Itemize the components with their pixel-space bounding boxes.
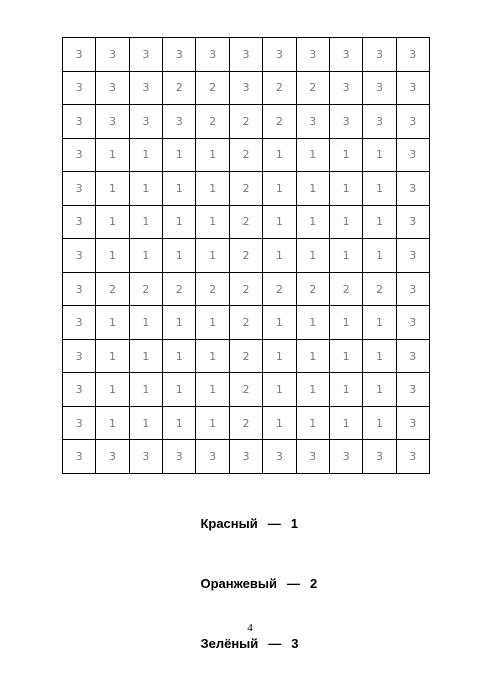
grid-cell: 3 <box>196 440 229 474</box>
grid-cell: 1 <box>196 373 229 407</box>
grid-cell: 2 <box>230 340 263 374</box>
grid-cell: 1 <box>330 407 363 441</box>
grid-cell: 3 <box>196 38 229 72</box>
grid-cell: 3 <box>96 105 129 139</box>
grid-cell: 1 <box>196 139 229 173</box>
grid-cell: 2 <box>230 172 263 206</box>
grid-cell: 1 <box>330 306 363 340</box>
grid-cell: 3 <box>63 239 96 273</box>
grid-cell: 3 <box>330 38 363 72</box>
grid-cell: 3 <box>63 139 96 173</box>
grid-cell: 1 <box>297 139 330 173</box>
grid-cell: 2 <box>96 273 129 307</box>
grid-cell: 2 <box>230 273 263 307</box>
grid-cell: 1 <box>330 139 363 173</box>
grid-cell: 3 <box>397 239 430 273</box>
grid-cell: 3 <box>363 440 396 474</box>
grid-cell: 3 <box>297 38 330 72</box>
grid-cell: 1 <box>297 306 330 340</box>
grid-cell: 1 <box>263 373 296 407</box>
grid-cell: 1 <box>163 139 196 173</box>
grid-cell: 3 <box>397 373 430 407</box>
grid-cell: 1 <box>330 340 363 374</box>
grid-cell: 2 <box>263 72 296 106</box>
grid-cell: 3 <box>63 407 96 441</box>
grid-cell: 1 <box>196 206 229 240</box>
grid-cell: 3 <box>397 105 430 139</box>
grid-cell: 3 <box>63 306 96 340</box>
grid-cell: 2 <box>196 273 229 307</box>
grid-cell: 3 <box>63 340 96 374</box>
grid-cell: 3 <box>263 38 296 72</box>
grid-cell: 3 <box>130 38 163 72</box>
grid-cell: 2 <box>130 273 163 307</box>
color-legend <box>186 494 317 674</box>
grid-cell: 3 <box>397 407 430 441</box>
legend-dash: — <box>268 636 282 651</box>
grid-cell: 1 <box>130 239 163 273</box>
grid-cell: 1 <box>96 340 129 374</box>
grid-cell: 1 <box>263 407 296 441</box>
grid-cell: 3 <box>397 340 430 374</box>
grid-cell: 3 <box>63 273 96 307</box>
legend-label: Оранжевый <box>200 576 277 591</box>
grid-cell: 1 <box>330 239 363 273</box>
grid-cell: 1 <box>196 239 229 273</box>
grid-cell: 2 <box>297 273 330 307</box>
grid-cell: 1 <box>163 373 196 407</box>
grid-cell: 1 <box>297 239 330 273</box>
grid-cell: 1 <box>130 139 163 173</box>
legend-item-red <box>186 494 317 554</box>
grid-cell: 1 <box>196 172 229 206</box>
grid-cell: 1 <box>196 407 229 441</box>
legend-number: 2 <box>309 576 318 591</box>
grid-cell: 3 <box>163 105 196 139</box>
grid-cell: 2 <box>297 72 330 106</box>
grid-cell: 3 <box>163 440 196 474</box>
legend-number: 1 <box>290 516 298 531</box>
grid-cell: 2 <box>196 72 229 106</box>
grid-cell: 2 <box>363 273 396 307</box>
grid-cell: 2 <box>196 105 229 139</box>
grid-cell: 3 <box>63 440 96 474</box>
grid-cell: 1 <box>163 172 196 206</box>
grid-cell: 1 <box>330 206 363 240</box>
grid-cell: 1 <box>96 407 129 441</box>
grid-cell: 2 <box>230 206 263 240</box>
grid-cell: 1 <box>163 239 196 273</box>
grid-cell: 3 <box>397 306 430 340</box>
grid-cell: 2 <box>263 273 296 307</box>
grid-cell: 1 <box>363 373 396 407</box>
grid-cell: 3 <box>363 38 396 72</box>
legend-label: Красный <box>200 516 258 531</box>
grid-cell: 3 <box>363 105 396 139</box>
grid-cell: 3 <box>397 38 430 72</box>
grid-cell: 3 <box>297 105 330 139</box>
grid-cell: 3 <box>330 440 363 474</box>
grid-cell: 1 <box>297 340 330 374</box>
grid-cell: 1 <box>130 172 163 206</box>
grid-cell: 1 <box>96 172 129 206</box>
legend-item-orange <box>186 554 317 614</box>
grid-cell: 1 <box>96 139 129 173</box>
grid-cell: 3 <box>230 440 263 474</box>
grid-cell: 1 <box>363 239 396 273</box>
grid-cell: 3 <box>63 373 96 407</box>
color-by-number-grid <box>62 37 430 474</box>
grid-cell: 3 <box>230 72 263 106</box>
grid-cell: 1 <box>263 172 296 206</box>
grid-cell: 1 <box>130 340 163 374</box>
grid-cell: 1 <box>363 139 396 173</box>
grid-cell: 3 <box>63 172 96 206</box>
grid-cell: 2 <box>230 139 263 173</box>
grid-cell: 1 <box>297 373 330 407</box>
grid-cell: 1 <box>363 340 396 374</box>
legend-label: Зелёный <box>200 636 259 651</box>
grid-cell: 1 <box>96 373 129 407</box>
grid-cell: 1 <box>96 239 129 273</box>
grid-cell: 3 <box>363 72 396 106</box>
legend-number: 3 <box>291 636 299 651</box>
grid-cell: 3 <box>397 172 430 206</box>
grid-cell: 2 <box>163 273 196 307</box>
grid-cell: 3 <box>63 38 96 72</box>
grid-cell: 2 <box>263 105 296 139</box>
grid-cell: 1 <box>163 206 196 240</box>
grid-cell: 2 <box>230 239 263 273</box>
grid-cell: 1 <box>263 206 296 240</box>
grid-cell: 3 <box>397 273 430 307</box>
grid-cell: 3 <box>397 206 430 240</box>
grid-cell: 1 <box>363 306 396 340</box>
grid-cell: 3 <box>96 38 129 72</box>
grid-cell: 1 <box>130 306 163 340</box>
grid-cell: 1 <box>130 206 163 240</box>
grid-cell: 1 <box>363 172 396 206</box>
grid-cell: 3 <box>130 440 163 474</box>
grid-cell: 1 <box>297 407 330 441</box>
grid-cell: 1 <box>263 139 296 173</box>
grid-cell: 1 <box>163 407 196 441</box>
legend-dash: — <box>286 576 300 591</box>
grid-cell: 3 <box>397 440 430 474</box>
grid-cell: 2 <box>330 273 363 307</box>
grid-cell: 3 <box>230 38 263 72</box>
grid-cell: 3 <box>63 72 96 106</box>
grid-cell: 1 <box>163 306 196 340</box>
grid-cell: 2 <box>230 105 263 139</box>
grid-cell: 1 <box>297 206 330 240</box>
grid-cell: 3 <box>163 38 196 72</box>
grid-cell: 2 <box>230 373 263 407</box>
grid-cell: 2 <box>230 306 263 340</box>
grid-cell: 1 <box>263 306 296 340</box>
grid-cell: 1 <box>96 206 129 240</box>
grid-cell: 1 <box>196 306 229 340</box>
grid-cell: 1 <box>363 407 396 441</box>
grid-cell: 3 <box>330 105 363 139</box>
grid-cell: 1 <box>163 340 196 374</box>
grid-cell: 1 <box>330 373 363 407</box>
grid-cell: 1 <box>263 239 296 273</box>
grid-cell: 3 <box>330 72 363 106</box>
grid-cell: 3 <box>397 72 430 106</box>
grid-cell: 3 <box>130 105 163 139</box>
grid-cell: 3 <box>263 440 296 474</box>
grid-cell: 3 <box>63 105 96 139</box>
grid-cell: 1 <box>130 407 163 441</box>
grid-cell: 1 <box>330 172 363 206</box>
grid-cell: 3 <box>397 139 430 173</box>
grid-cell: 1 <box>196 340 229 374</box>
grid-cell: 2 <box>163 72 196 106</box>
grid-cell: 1 <box>130 373 163 407</box>
grid-cell: 1 <box>363 206 396 240</box>
page-number: 4 <box>247 622 253 634</box>
grid-cell: 3 <box>96 72 129 106</box>
grid-cell: 1 <box>96 306 129 340</box>
grid-cell: 1 <box>263 340 296 374</box>
grid-cell: 3 <box>130 72 163 106</box>
legend-dash: — <box>267 516 281 531</box>
grid-cell: 3 <box>96 440 129 474</box>
grid-cell: 2 <box>230 407 263 441</box>
grid-cell: 3 <box>63 206 96 240</box>
grid-cell: 1 <box>297 172 330 206</box>
grid-cell: 3 <box>297 440 330 474</box>
